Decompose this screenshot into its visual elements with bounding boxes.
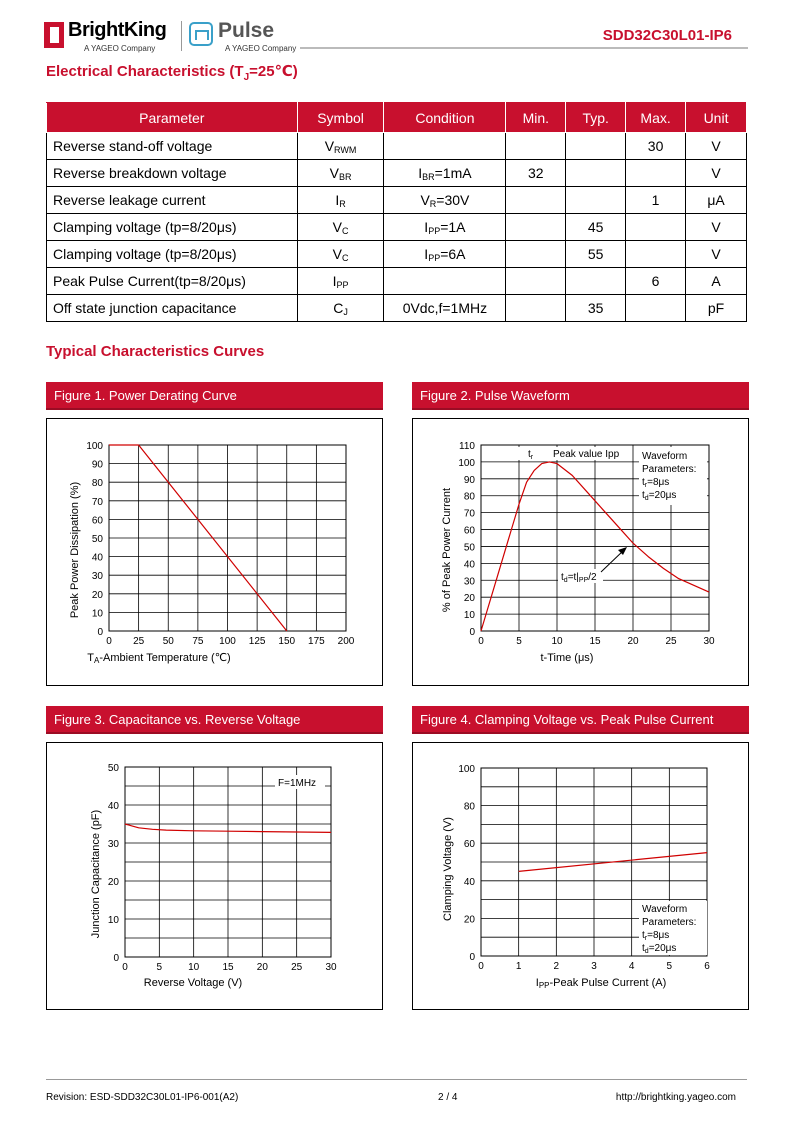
figure-1-x-label: TA-Ambient Temperature (℃) — [87, 652, 231, 665]
symbol-main: V — [329, 164, 339, 181]
typ-cell: 35 — [566, 295, 626, 322]
pulse-subtitle: A YAGEO Company — [225, 44, 297, 53]
param-td-4: $t_d=20\mu s$ — [642, 943, 677, 955]
figure-1-x-ticks — [106, 636, 355, 647]
y-tick-label: 20 — [91, 589, 103, 601]
document-code: SDD32C30L01-IP6 — [602, 27, 732, 44]
pulse-logo-icon — [189, 22, 213, 46]
condition-main: V — [420, 191, 430, 208]
symbol-sub: PP — [336, 279, 349, 290]
logo-divider — [181, 21, 182, 51]
y-tick-label: 10 — [463, 610, 475, 622]
figure-3-y-label: Junction Capacitance (pF) — [90, 809, 102, 939]
table-row — [47, 214, 747, 241]
figure-3-title: Figure 3. Capacitance vs. Reverse Voltage — [46, 706, 383, 734]
max-cell — [626, 241, 686, 268]
x-tick-label: 30 — [703, 636, 715, 647]
symbol-main: C — [333, 299, 344, 316]
figure-1-chart — [47, 419, 382, 685]
condition-sub: R — [429, 198, 437, 209]
condition-sub: PP — [428, 252, 441, 263]
y-tick-label: 20 — [463, 914, 475, 926]
frequency-annotation: F=1MHz — [278, 778, 317, 789]
y-tick-label: 50 — [91, 534, 103, 545]
symbol-sub: BR — [338, 171, 352, 182]
y-tick-label: 10 — [107, 915, 119, 926]
condition-cell — [384, 187, 506, 214]
col-header-max: Max. — [626, 103, 686, 133]
x-tick-label: 0 — [122, 962, 128, 973]
x-tick-label: 30 — [325, 962, 337, 973]
x-tick-label: 25 — [291, 962, 303, 973]
max-cell: 1 — [626, 187, 686, 214]
condition-cell — [384, 268, 506, 295]
y-tick-label: 40 — [463, 876, 475, 888]
unit-cell: pF — [686, 295, 747, 322]
symbol-main: I — [335, 191, 340, 208]
tr-annotation: $t_r$ — [528, 449, 534, 461]
table-row — [47, 160, 747, 187]
param-cell: Reverse stand-off voltage — [47, 133, 298, 160]
y-tick-label: 70 — [91, 496, 103, 508]
symbol-main: V — [332, 218, 342, 235]
symbol-sub: RWM — [334, 144, 357, 155]
waveform-label-4: Waveform — [642, 904, 688, 915]
electrical-title-sub: J — [243, 72, 250, 83]
x-tick-label: 100 — [219, 636, 236, 647]
condition-cell — [384, 133, 506, 160]
symbol-cell — [297, 187, 384, 214]
symbol-main: V — [324, 137, 335, 154]
symbol-cell — [297, 133, 384, 160]
col-header-min: Min. — [506, 103, 566, 133]
condition-rest: =1mA — [434, 164, 472, 181]
max-cell — [626, 295, 686, 322]
figure-1-y-ticks — [86, 441, 103, 638]
table-header-row — [47, 103, 747, 133]
param-td: $t_d=20\mu s$ — [642, 490, 677, 502]
header-rule — [300, 47, 748, 49]
min-cell — [506, 241, 566, 268]
x-tick-label: 4 — [628, 961, 635, 972]
footer-rule — [46, 1079, 747, 1080]
param-cell: Off state junction capacitance — [47, 295, 298, 322]
table-row — [47, 295, 747, 322]
symbol-main: V — [332, 245, 342, 262]
unit-cell: V — [686, 241, 747, 268]
x-tick-label: 5 — [516, 636, 522, 647]
pulse-name: Pulse — [218, 19, 275, 42]
x-tick-label: 25 — [665, 636, 677, 647]
symbol-main: I — [332, 272, 337, 289]
electrical-title-suffix: =25℃) — [249, 63, 298, 80]
td-annotation: $t_d=t|_{PP}/2$ — [561, 572, 597, 584]
figure-2-x-ticks — [478, 636, 715, 647]
y-tick-label: 60 — [463, 525, 475, 537]
y-tick-label: 40 — [463, 559, 475, 571]
y-tick-label: 100 — [86, 441, 103, 452]
parameters-label: Parameters: — [642, 464, 697, 475]
td-arrow — [601, 550, 624, 572]
symbol-sub: R — [339, 198, 346, 209]
y-tick-label: 90 — [463, 474, 475, 486]
figure-4-x-ticks — [478, 961, 710, 972]
table-row — [47, 268, 747, 295]
param-tr: $t_r=8\mu s$ — [642, 477, 670, 489]
figure-1-y-label: Peak Power Dissipation (%) — [69, 481, 81, 619]
y-tick-label: 30 — [463, 576, 475, 588]
y-tick-label: 20 — [107, 877, 119, 888]
x-tick-label: 1 — [515, 961, 522, 972]
x-tick-label: 25 — [133, 636, 145, 647]
figure-3-x-ticks — [122, 962, 337, 973]
typical-characteristics-title: Typical Characteristics Curves — [46, 343, 265, 360]
y-tick-label: 80 — [463, 491, 475, 503]
x-tick-label: 150 — [278, 636, 296, 647]
unit-cell: V — [686, 133, 747, 160]
electrical-title-prefix: Electrical Characteristics (T — [46, 63, 244, 80]
y-tick-label: 20 — [463, 593, 475, 605]
col-header-condition: Condition — [384, 103, 506, 133]
x-tick-label: 20 — [256, 962, 268, 973]
unit-cell: V — [686, 214, 747, 241]
figure-4-title: Figure 4. Clamping Voltage vs. Peak Pulse Current — [412, 706, 749, 734]
condition-cell — [384, 295, 506, 322]
symbol-cell — [297, 160, 384, 187]
x-tick-label: 15 — [589, 636, 601, 647]
figure-3-y-ticks — [108, 763, 120, 964]
min-cell — [506, 268, 566, 295]
y-tick-label: 10 — [91, 608, 103, 620]
symbol-cell — [297, 295, 384, 322]
x-tick-label: 75 — [192, 636, 204, 647]
figure-4-x-label: IPP-Peak Pulse Current (A) — [535, 977, 667, 990]
figure-2-y-label: % of Peak Power Current — [441, 487, 453, 613]
condition-main: I — [424, 245, 429, 262]
param-cell: Reverse breakdown voltage — [47, 160, 298, 187]
figure-4-y-label: Clamping Voltage (V) — [442, 817, 454, 921]
x-tick-label: 5 — [156, 962, 163, 973]
condition-rest: =30V — [436, 191, 470, 208]
x-tick-label: 50 — [162, 636, 174, 647]
figure-3-chart — [47, 743, 382, 1009]
table-row — [47, 187, 747, 214]
y-tick-label: 40 — [91, 552, 103, 564]
y-tick-label: 50 — [107, 763, 119, 774]
typ-cell: 45 — [566, 214, 626, 241]
figure-4-y-ticks — [458, 764, 475, 963]
y-tick-label: 40 — [107, 801, 119, 812]
x-tick-label: 15 — [222, 962, 234, 973]
electrical-characteristics-table — [46, 102, 747, 322]
y-tick-label: 110 — [459, 441, 475, 452]
y-tick-label: 100 — [458, 764, 475, 775]
condition-rest: =6A — [440, 245, 466, 262]
y-tick-label: 0 — [97, 627, 103, 638]
electrical-characteristics-title — [46, 62, 298, 83]
x-tick-label: 10 — [551, 636, 563, 647]
figure-2-x-label: t-Time (μs) — [540, 652, 594, 664]
parameters-label-4: Parameters: — [642, 917, 697, 928]
symbol-sub: J — [343, 306, 348, 317]
unit-cell: μA — [686, 187, 747, 214]
y-tick-label: 60 — [463, 839, 475, 851]
brightking-name: BrightKing — [68, 19, 167, 41]
x-tick-label: 6 — [704, 961, 710, 972]
col-header-parameter: Parameter — [47, 103, 298, 133]
param-cell: Peak Pulse Current(tp=8/20μs) — [47, 268, 298, 295]
param-tr-4: $t_r=8\mu s$ — [642, 930, 670, 942]
x-tick-label: 2 — [553, 961, 560, 972]
figure-2-title: Figure 2. Pulse Waveform — [412, 382, 749, 410]
figure-4-chart — [413, 743, 748, 1009]
x-tick-label: 175 — [308, 636, 325, 647]
figure-2-panel — [412, 418, 749, 686]
brightking-logo-icon — [44, 22, 64, 48]
unit-cell: V — [686, 160, 747, 187]
typ-cell — [566, 268, 626, 295]
table-row — [47, 241, 747, 268]
condition-sub: PP — [428, 225, 441, 236]
symbol-cell — [297, 214, 384, 241]
col-header-unit: Unit — [686, 103, 747, 133]
condition-cell — [384, 160, 506, 187]
y-tick-label: 0 — [469, 952, 475, 963]
condition-rest: =1A — [440, 218, 466, 235]
condition-cell — [384, 214, 506, 241]
max-cell — [626, 214, 686, 241]
param-cell: Clamping voltage (tp=8/20μs) — [47, 214, 298, 241]
y-tick-label: 90 — [91, 459, 103, 471]
condition-main: I — [418, 164, 423, 181]
typ-cell — [566, 160, 626, 187]
min-cell — [506, 214, 566, 241]
y-tick-label: 60 — [91, 515, 103, 527]
param-cell: Clamping voltage (tp=8/20μs) — [47, 241, 298, 268]
page-number: 2 / 4 — [438, 1092, 458, 1103]
y-tick-label: 70 — [463, 508, 475, 520]
brightking-subtitle: A YAGEO Company — [84, 44, 156, 53]
condition-main: 0Vdc,f=1MHz — [402, 299, 488, 316]
x-tick-label: 200 — [337, 636, 355, 647]
max-cell — [626, 160, 686, 187]
y-tick-label: 0 — [469, 627, 475, 638]
x-tick-label: 20 — [627, 636, 639, 647]
min-cell — [506, 187, 566, 214]
x-tick-label: 125 — [248, 636, 266, 647]
min-cell — [506, 295, 566, 322]
condition-cell — [384, 241, 506, 268]
y-tick-label: 80 — [91, 478, 103, 490]
figure-1-panel — [46, 418, 383, 686]
unit-cell: A — [686, 268, 747, 295]
figure-3-panel — [46, 742, 383, 1010]
y-tick-label: 30 — [91, 571, 103, 583]
condition-sub: BR — [422, 171, 435, 182]
brightking-logo — [44, 20, 174, 54]
revision-text: Revision: ESD-SDD32C30L01-IP6-001(A2) — [46, 1092, 239, 1103]
x-tick-label: 10 — [188, 962, 200, 973]
symbol-sub: C — [341, 225, 349, 236]
x-tick-label: 0 — [106, 636, 112, 647]
y-tick-label: 80 — [463, 801, 475, 813]
pulse-logo — [189, 20, 299, 54]
figure-1-grid — [109, 445, 346, 631]
condition-main: I — [424, 218, 429, 235]
symbol-cell — [297, 241, 384, 268]
x-tick-label: 0 — [478, 961, 484, 972]
y-tick-label: 50 — [463, 542, 475, 554]
col-header-symbol: Symbol — [297, 103, 384, 133]
param-cell: Reverse leakage current — [47, 187, 298, 214]
typ-cell — [566, 187, 626, 214]
figure-2-chart — [413, 419, 748, 685]
max-cell: 30 — [626, 133, 686, 160]
y-tick-label: 30 — [107, 839, 119, 850]
min-cell: 32 — [506, 160, 566, 187]
figure-4-panel — [412, 742, 749, 1010]
max-cell: 6 — [626, 268, 686, 295]
min-cell — [506, 133, 566, 160]
peak-annotation: Peak value Ipp — [553, 449, 620, 460]
waveform-label: Waveform — [642, 451, 688, 462]
col-header-typ: Typ. — [566, 103, 626, 133]
x-tick-label: 5 — [666, 961, 673, 972]
x-tick-label: 3 — [591, 961, 597, 972]
typ-cell: 55 — [566, 241, 626, 268]
symbol-cell — [297, 268, 384, 295]
footer-link[interactable]: http://brightking.yageo.com — [615, 1092, 736, 1103]
y-tick-label: 100 — [458, 457, 475, 469]
table-row — [47, 133, 747, 160]
symbol-sub: C — [341, 252, 349, 263]
figure-3-x-label: Reverse Voltage (V) — [143, 977, 243, 989]
figure-2-y-ticks — [458, 441, 475, 638]
typ-cell — [566, 133, 626, 160]
y-tick-label: 0 — [113, 953, 119, 964]
figure-1-title: Figure 1. Power Derating Curve — [46, 382, 383, 410]
figure-3-grid — [125, 767, 331, 957]
x-tick-label: 0 — [478, 636, 484, 647]
